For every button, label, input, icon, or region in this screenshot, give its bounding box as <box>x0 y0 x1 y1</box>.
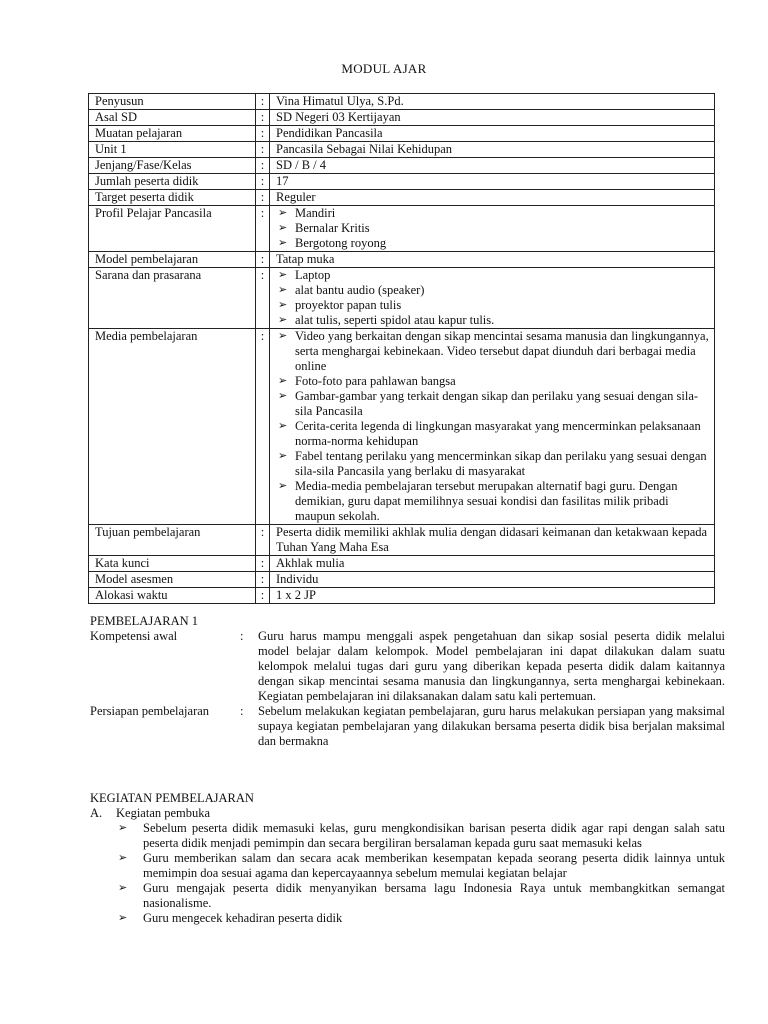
list-item: ➢ Fabel tentang perilaku yang mencerminkan sikap dan perilaku yang sesuai dengan sila-sila Pancasila yang berlaku di masyarakat <box>278 449 707 478</box>
row-colon: : <box>256 110 270 126</box>
row-label: Jenjang/Fase/Kelas <box>89 158 256 174</box>
table-row <box>89 158 715 174</box>
list-item: ➢ Guru mengecek kehadiran peserta didik <box>118 911 343 925</box>
list-item: ➢ proyektor papan tulis <box>278 298 402 312</box>
row-label: Muatan pelajaran <box>89 126 256 142</box>
arrow-bullet-icon: ➢ <box>278 222 288 234</box>
table-row-media <box>89 329 715 525</box>
subsection-heading <box>90 806 726 821</box>
table-row <box>89 525 715 556</box>
row-label: Penyusun <box>89 94 256 110</box>
row-label: Sarana dan prasarana <box>89 268 256 329</box>
arrow-bullet-icon: ➢ <box>278 207 288 219</box>
table-row <box>89 556 715 572</box>
list-item: ➢ Sebelum peserta didik memasuki kelas, guru mengkondisikan barisan peserta didik agar rapi dengan salah satu peserta didik menjadi pemimpin dan secara bergiliran bersalaman kepada guru saat memasuki kelas <box>118 821 725 850</box>
field-label: Kompetensi awal <box>90 629 178 643</box>
arrow-bullet-icon: ➢ <box>278 314 288 326</box>
page-title: MODUL AJAR <box>341 61 427 76</box>
list-item: ➢ Video yang berkaitan dengan sikap mencintai sesama manusia dan lingkungannya, serta menghargai kebinekaan. Video tersebut dapat diunduh dari berbagai media online <box>278 329 709 373</box>
field-colon: : <box>240 629 244 643</box>
row-label: Profil Pelajar Pancasila <box>89 206 256 252</box>
row-label: Target peserta didik <box>89 190 256 206</box>
row-colon: : <box>256 252 270 268</box>
section-heading: PEMBELAJARAN 1 <box>90 614 198 628</box>
module-info-table <box>88 93 715 604</box>
row-colon: : <box>256 158 270 174</box>
field-text: Sebelum melakukan kegiatan pembelajaran, guru harus melakukan persiapan yang maksimal supaya kegiatan pembelajaran yang dilakukan bersama peserta didik bisa berjalan maksimal dan bermakna <box>258 704 725 748</box>
row-value: 1 x 2 JP <box>270 588 715 604</box>
list-item: ➢ Guru mengajak peserta didik menyanyikan bersama lagu Indonesia Raya untuk membangkitkan semangat nasionalisme. <box>118 881 725 910</box>
arrow-bullet-icon: ➢ <box>278 330 288 342</box>
field-text: Guru harus mampu menggali aspek pengetahuan dan sikap sosial peserta didik melalui model belajar dalam kelompok. Model pembelajaran ini dapat dilakukan dalam suatu kelompok melalui tugas dari guru yang diberikan kepada peserta didik dalam kaitannya dengan sikap mencintai sesama manusia dan lingkungannya, serta menghargai kebinekaan. Kegiatan pembelajaran ini dilaksanakan dalam satu kali pertemuan. <box>258 629 725 703</box>
row-label: Tujuan pembelajaran <box>89 525 256 556</box>
field-colon: : <box>240 704 244 718</box>
table-row <box>89 94 715 110</box>
row-label: Unit 1 <box>89 142 256 158</box>
row-value: SD / B / 4 <box>270 158 715 174</box>
arrow-bullet-icon: ➢ <box>278 284 288 296</box>
row-label: Jumlah peserta didik <box>89 174 256 190</box>
row-colon: : <box>256 588 270 604</box>
row-colon: : <box>256 174 270 190</box>
kegiatan-section <box>90 791 726 926</box>
arrow-bullet-icon: ➢ <box>278 269 288 281</box>
row-value: Vina Himatul Ulya, S.Pd. <box>270 94 715 110</box>
table-row <box>89 252 715 268</box>
row-colon: : <box>256 94 270 110</box>
arrow-bullet-icon: ➢ <box>278 450 288 462</box>
list-item: ➢ Laptop <box>278 268 331 282</box>
table-row <box>89 174 715 190</box>
row-colon: : <box>256 572 270 588</box>
table-row <box>89 110 715 126</box>
row-value <box>270 206 715 252</box>
arrow-bullet-icon: ➢ <box>278 390 288 402</box>
table-row <box>89 142 715 158</box>
row-value: Akhlak mulia <box>270 556 715 572</box>
row-colon: : <box>256 525 270 556</box>
arrow-bullet-icon: ➢ <box>118 882 128 894</box>
pembelajaran-section <box>90 614 726 749</box>
arrow-bullet-icon: ➢ <box>278 375 288 387</box>
table-row <box>89 572 715 588</box>
table-row <box>89 588 715 604</box>
row-colon: : <box>256 142 270 158</box>
list-item: ➢ Media-media pembelajaran tersebut merupakan alternatif bagi guru. Dengan demikian, guru dapat memilihnya sesuai kondisi dan fasilitas milik pribadi maupun sekolah. <box>278 479 678 523</box>
row-label: Alokasi waktu <box>89 588 256 604</box>
row-label: Model asesmen <box>89 572 256 588</box>
table-row-profil <box>89 206 715 252</box>
row-value <box>270 329 715 525</box>
list-item: ➢ Guru memberikan salam dan secara acak memberikan kesempatan kepada seorang peserta didik lainnya untuk memimpin doa sesuai agama dan kepercayaannya sebelum memulai kegiatan belajar <box>118 851 725 880</box>
row-value: Pendidikan Pancasila <box>270 126 715 142</box>
list-item: ➢ Cerita-cerita legenda di lingkungan masyarakat yang mencerminkan pelaksanaan norma-norma kehidupan <box>278 419 701 448</box>
table-row-sarana <box>89 268 715 329</box>
row-value <box>270 268 715 329</box>
table-row <box>89 126 715 142</box>
row-value: Peserta didik memiliki akhlak mulia dengan didasari keimanan dan ketakwaan kepada Tuhan Yang Maha Esa <box>270 525 715 556</box>
table-row <box>89 190 715 206</box>
row-label: Model pembelajaran <box>89 252 256 268</box>
row-value: Pancasila Sebagai Nilai Kehidupan <box>270 142 715 158</box>
row-value: Tatap muka <box>270 252 715 268</box>
row-label: Media pembelajaran <box>89 329 256 525</box>
row-label: Kata kunci <box>89 556 256 572</box>
row-colon: : <box>256 268 270 329</box>
section-heading: KEGIATAN PEMBELAJARAN <box>90 791 254 805</box>
row-value: 17 <box>270 174 715 190</box>
list-item: ➢ Mandiri <box>278 206 336 220</box>
list-item: ➢ alat bantu audio (speaker) <box>278 283 425 297</box>
arrow-bullet-icon: ➢ <box>118 852 128 864</box>
row-value: Reguler <box>270 190 715 206</box>
row-colon: : <box>256 206 270 252</box>
arrow-bullet-icon: ➢ <box>118 912 128 924</box>
row-value: Individu <box>270 572 715 588</box>
arrow-bullet-icon: ➢ <box>278 299 288 311</box>
list-item: ➢ Gambar-gambar yang terkait dengan sikap dan perilaku yang sesuai dengan sila-sila Pancasila <box>278 389 699 418</box>
persiapan-pembelajaran <box>90 704 726 749</box>
subsection-number: A. <box>90 806 103 820</box>
subsection-label: Kegiatan pembuka <box>116 806 211 820</box>
list-item: ➢ Bernalar Kritis <box>278 221 370 235</box>
list-item: ➢ alat tulis, seperti spidol atau kapur tulis. <box>278 313 495 327</box>
list-item: ➢ Bergotong royong <box>278 236 387 250</box>
row-label: Asal SD <box>89 110 256 126</box>
arrow-bullet-icon: ➢ <box>118 822 128 834</box>
row-colon: : <box>256 126 270 142</box>
list-item: ➢ Foto-foto para pahlawan bangsa <box>278 374 456 388</box>
field-label: Persiapan pembelajaran <box>90 704 210 718</box>
activity-list <box>90 821 726 926</box>
arrow-bullet-icon: ➢ <box>278 237 288 249</box>
arrow-bullet-icon: ➢ <box>278 480 288 492</box>
row-colon: : <box>256 556 270 572</box>
row-colon: : <box>256 329 270 525</box>
kompetensi-awal <box>90 629 726 704</box>
row-colon: : <box>256 190 270 206</box>
row-value: SD Negeri 03 Kertijayan <box>270 110 715 126</box>
arrow-bullet-icon: ➢ <box>278 420 288 432</box>
